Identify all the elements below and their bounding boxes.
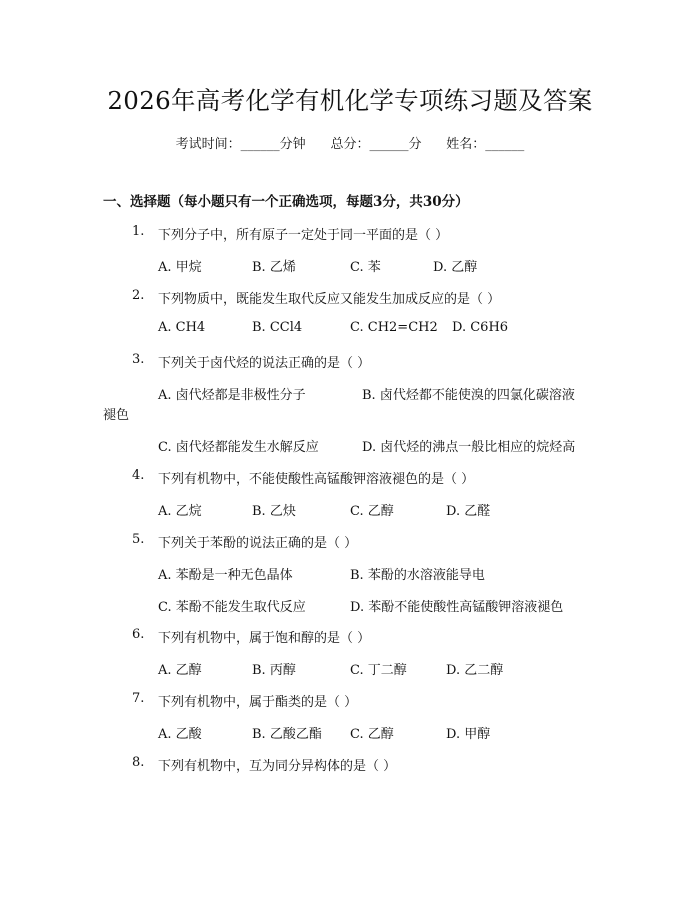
option-d: D. 甲醇 [446,727,491,742]
exam-info-line [0,133,700,152]
option-a: A. 乙醇 [158,663,202,678]
option-b: B. 乙烯 [252,260,296,275]
option-a: A. 乙烷 [158,504,202,519]
option-d: D. 乙二醇 [446,663,504,678]
option-a: A. CH4 [158,320,206,335]
section-heading-choice: 一、选择题（每小题只有一个正确选项，每题3分，共30分） [103,194,469,210]
question-text: 下列关于苯酚的说法正确的是（ ） [158,536,358,551]
option-c: C. 丁二醇 [350,663,407,678]
question-number: 4. [132,468,145,483]
question-text: 下列有机物中，不能使酸性高锰酸钾溶液褪色的是（ ） [158,472,475,487]
page-title: 2026年高考化学有机化学专项练习题及答案 [107,86,593,115]
question-text: 下列有机物中，属于饱和醇的是（ ） [158,631,371,646]
option-a: A. 苯酚是一种无色晶体 [158,568,293,583]
question-number: 1. [132,224,145,239]
question-number: 5. [132,532,145,547]
option-c: C. 苯酚不能发生取代反应 [158,600,306,615]
question-number: 6. [132,627,145,642]
exam-time-label: 考试时间：______分钟 [175,137,306,152]
option-d: D. C6H6 [452,320,509,335]
question-text: 下列有机物中，属于酯类的是（ ） [158,695,358,710]
option-d: D. 苯酚不能使酸性高锰酸钾溶液褪色 [350,600,564,615]
option-d: D. 卤代烃的沸点一般比相应的烷烃高 [362,440,576,455]
option-b: B. 乙炔 [252,504,296,519]
question-text: 下列有机物中，互为同分异构体的是（ ） [158,759,397,774]
question-number: 8. [132,755,145,770]
question-text: 下列关于卤代烃的说法正确的是（ ） [158,356,371,371]
option-a: A. 乙酸 [158,727,202,742]
option-d: D. 乙醛 [446,504,491,519]
option-b: B. 卤代烃都不能使溴的四氯化碳溶液 [362,388,575,403]
student-name-label: 姓名：______ [446,137,525,152]
option-c: C. 卤代烃都能发生水解反应 [158,440,319,455]
question-text: 下列物质中，既能发生取代反应又能发生加成反应的是（ ） [158,292,501,307]
option-c: C. 乙醇 [350,727,394,742]
question-number: 7. [132,691,145,706]
question-text: 下列分子中，所有原子一定处于同一平面的是（ ） [158,228,449,243]
option-b: B. 丙醇 [252,663,296,678]
total-score-label: 总分：______分 [330,137,422,152]
option-b-wrap: 褪色 [103,408,130,423]
option-d: D. 乙醇 [433,260,478,275]
option-b: B. 乙酸乙酯 [252,727,322,742]
option-a: A. 甲烷 [158,260,202,275]
option-c: C. 乙醇 [350,504,394,519]
option-c: C. CH2=CH2 [350,320,438,335]
option-b: B. 苯酚的水溶液能导电 [350,568,485,583]
option-a: A. 卤代烃都是非极性分子 [158,388,306,403]
question-number: 2. [132,288,145,303]
option-c: C. 苯 [350,260,381,275]
question-number: 3. [132,352,145,367]
option-b: B. CCl4 [252,320,303,335]
